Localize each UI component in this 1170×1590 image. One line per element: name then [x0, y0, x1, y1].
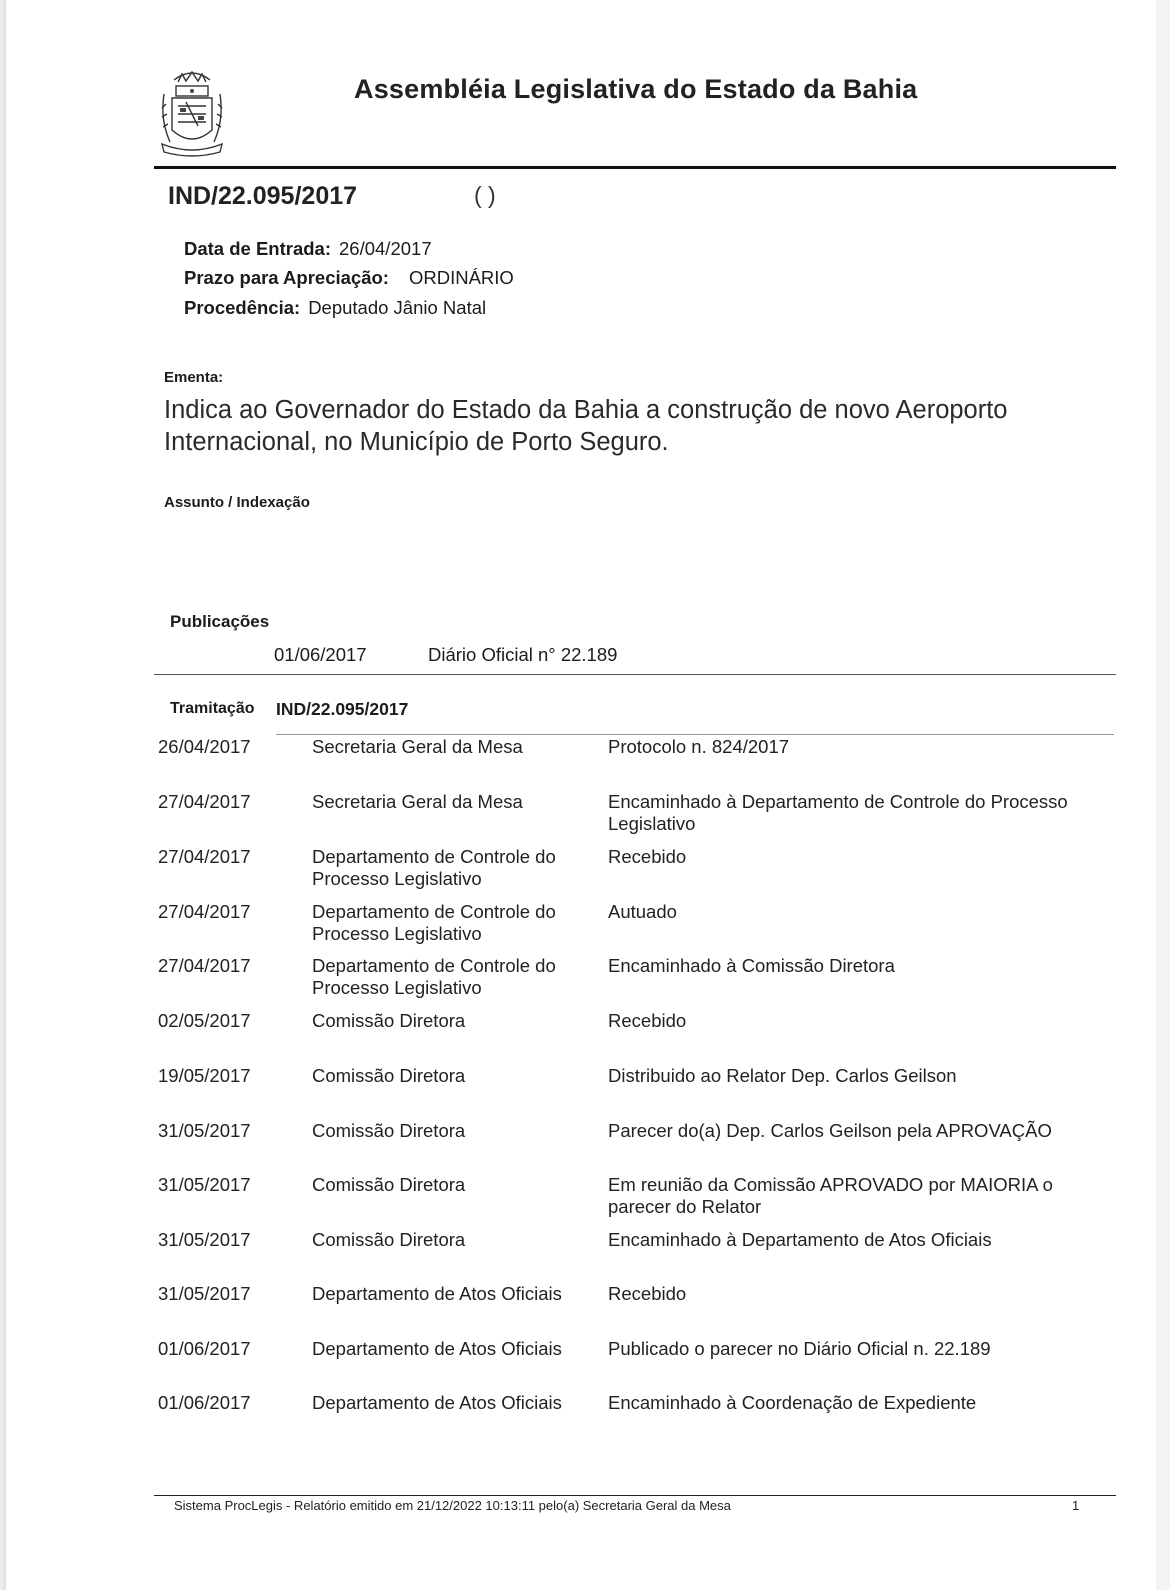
table-row — [6, 1174, 1156, 1228]
row-organ: Departamento de Atos Oficiais — [312, 1283, 562, 1304]
header-divider — [154, 166, 1116, 169]
table-row — [6, 1229, 1156, 1283]
row-action: Encaminhado à Coordenação de Expediente — [608, 1392, 977, 1413]
publications-label: Publicações — [170, 612, 270, 631]
row-action: Encaminhado à Comissão Diretora — [608, 955, 895, 976]
row-date: 26/04/2017 — [158, 736, 251, 757]
row-organ: Departamento de Atos Oficiais — [312, 1392, 562, 1413]
document-id: IND/22.095/2017 — [168, 182, 358, 210]
publication-date: 01/06/2017 — [274, 644, 367, 665]
row-action: Autuado — [608, 901, 677, 922]
table-row — [6, 1120, 1156, 1174]
row-organ: Secretaria Geral da Mesa — [312, 791, 523, 812]
publication-description: Diário Oficial n° 22.189 — [428, 644, 618, 665]
row-date: 27/04/2017 — [158, 791, 251, 812]
table-row — [6, 1283, 1156, 1337]
row-action: Recebido — [608, 1010, 687, 1031]
row-organ: Comissão Diretora — [312, 1120, 466, 1141]
row-date: 31/05/2017 — [158, 1283, 251, 1304]
tramitacao-id: IND/22.095/2017 — [276, 699, 409, 719]
row-action: Recebido — [608, 846, 687, 867]
tramitacao-divider — [276, 734, 1114, 735]
table-row — [6, 955, 1156, 1009]
assunto-label: Assunto / Indexação — [164, 494, 310, 511]
table-row — [6, 791, 1156, 845]
row-date: 31/05/2017 — [158, 1229, 251, 1250]
deadline-field — [184, 267, 514, 289]
row-date: 19/05/2017 — [158, 1065, 251, 1086]
table-row — [6, 1338, 1156, 1392]
deadline-value: ORDINÁRIO — [408, 267, 514, 288]
row-organ: Departamento de Atos Oficiais — [312, 1338, 562, 1359]
row-date: 27/04/2017 — [158, 846, 251, 867]
row-action: Encaminhado à Departamento de Atos Oficiais — [608, 1229, 992, 1250]
deadline-label: Prazo para Apreciação: — [184, 267, 389, 288]
footer-divider — [154, 1495, 1116, 1496]
row-organ: Secretaria Geral da Mesa — [312, 736, 523, 757]
ementa-text: Indica ao Governador do Estado da Bahia a construção de novo Aeroporto Internacional, no Município de Porto Seguro. — [164, 396, 1008, 456]
origin-field — [184, 297, 486, 319]
org-title: Assembléia Legislativa do Estado da Bahia — [354, 74, 918, 104]
row-organ: Departamento de Controle do Processo Legislativo — [312, 846, 556, 889]
row-organ: Comissão Diretora — [312, 1010, 466, 1031]
entry-date-label: Data de Entrada: — [184, 238, 332, 259]
row-organ: Comissão Diretora — [312, 1065, 466, 1086]
ementa-label: Ementa: — [164, 369, 224, 386]
table-row — [6, 736, 1156, 790]
table-row — [6, 1065, 1156, 1119]
row-action: Parecer do(a) Dep. Carlos Geilson pela APROVAÇÃO — [608, 1120, 1052, 1141]
row-date: 01/06/2017 — [158, 1392, 251, 1413]
row-date: 31/05/2017 — [158, 1174, 251, 1195]
document-status-parentheses: ( ) — [474, 182, 496, 208]
row-date: 02/05/2017 — [158, 1010, 251, 1031]
origin-value: Deputado Jânio Natal — [308, 297, 487, 318]
origin-label: Procedência: — [184, 297, 301, 318]
row-action: Distribuido ao Relator Dep. Carlos Geilson — [608, 1065, 957, 1086]
table-row — [6, 901, 1156, 955]
row-date: 31/05/2017 — [158, 1120, 251, 1141]
entry-date-field — [184, 238, 432, 260]
row-action: Em reunião da Comissão APROVADO por MAIORIA o parecer do Relator — [608, 1174, 1053, 1217]
row-date: 27/04/2017 — [158, 901, 251, 922]
row-organ: Comissão Diretora — [312, 1174, 466, 1195]
row-organ: Departamento de Controle do Processo Legislativo — [312, 901, 556, 944]
page-edge — [1156, 0, 1170, 1590]
publications-divider — [154, 674, 1116, 675]
row-date: 01/06/2017 — [158, 1338, 251, 1359]
page-number: 1 — [1072, 1498, 1080, 1513]
row-action: Publicado o parecer no Diário Oficial n. 22.189 — [608, 1338, 991, 1359]
row-action: Recebido — [608, 1283, 687, 1304]
table-row — [6, 1010, 1156, 1064]
row-organ: Comissão Diretora — [312, 1229, 466, 1250]
coat-of-arms-icon — [156, 64, 228, 158]
table-row — [6, 1392, 1156, 1446]
document-page — [6, 0, 1156, 1590]
entry-date-value: 26/04/2017 — [339, 238, 432, 259]
row-organ: Departamento de Controle do Processo Legislativo — [312, 955, 556, 998]
row-action: Protocolo n. 824/2017 — [608, 736, 790, 757]
row-date: 27/04/2017 — [158, 955, 251, 976]
table-row — [6, 846, 1156, 900]
footer-report-info: Sistema ProcLegis - Relatório emitido em 21/12/2022 10:13:11 pelo(a) Secretaria Geral da Mesa — [174, 1498, 731, 1513]
tramitacao-label: Tramitação — [170, 700, 255, 717]
row-action: Encaminhado à Departamento de Controle do Processo Legislativo — [608, 791, 1068, 834]
